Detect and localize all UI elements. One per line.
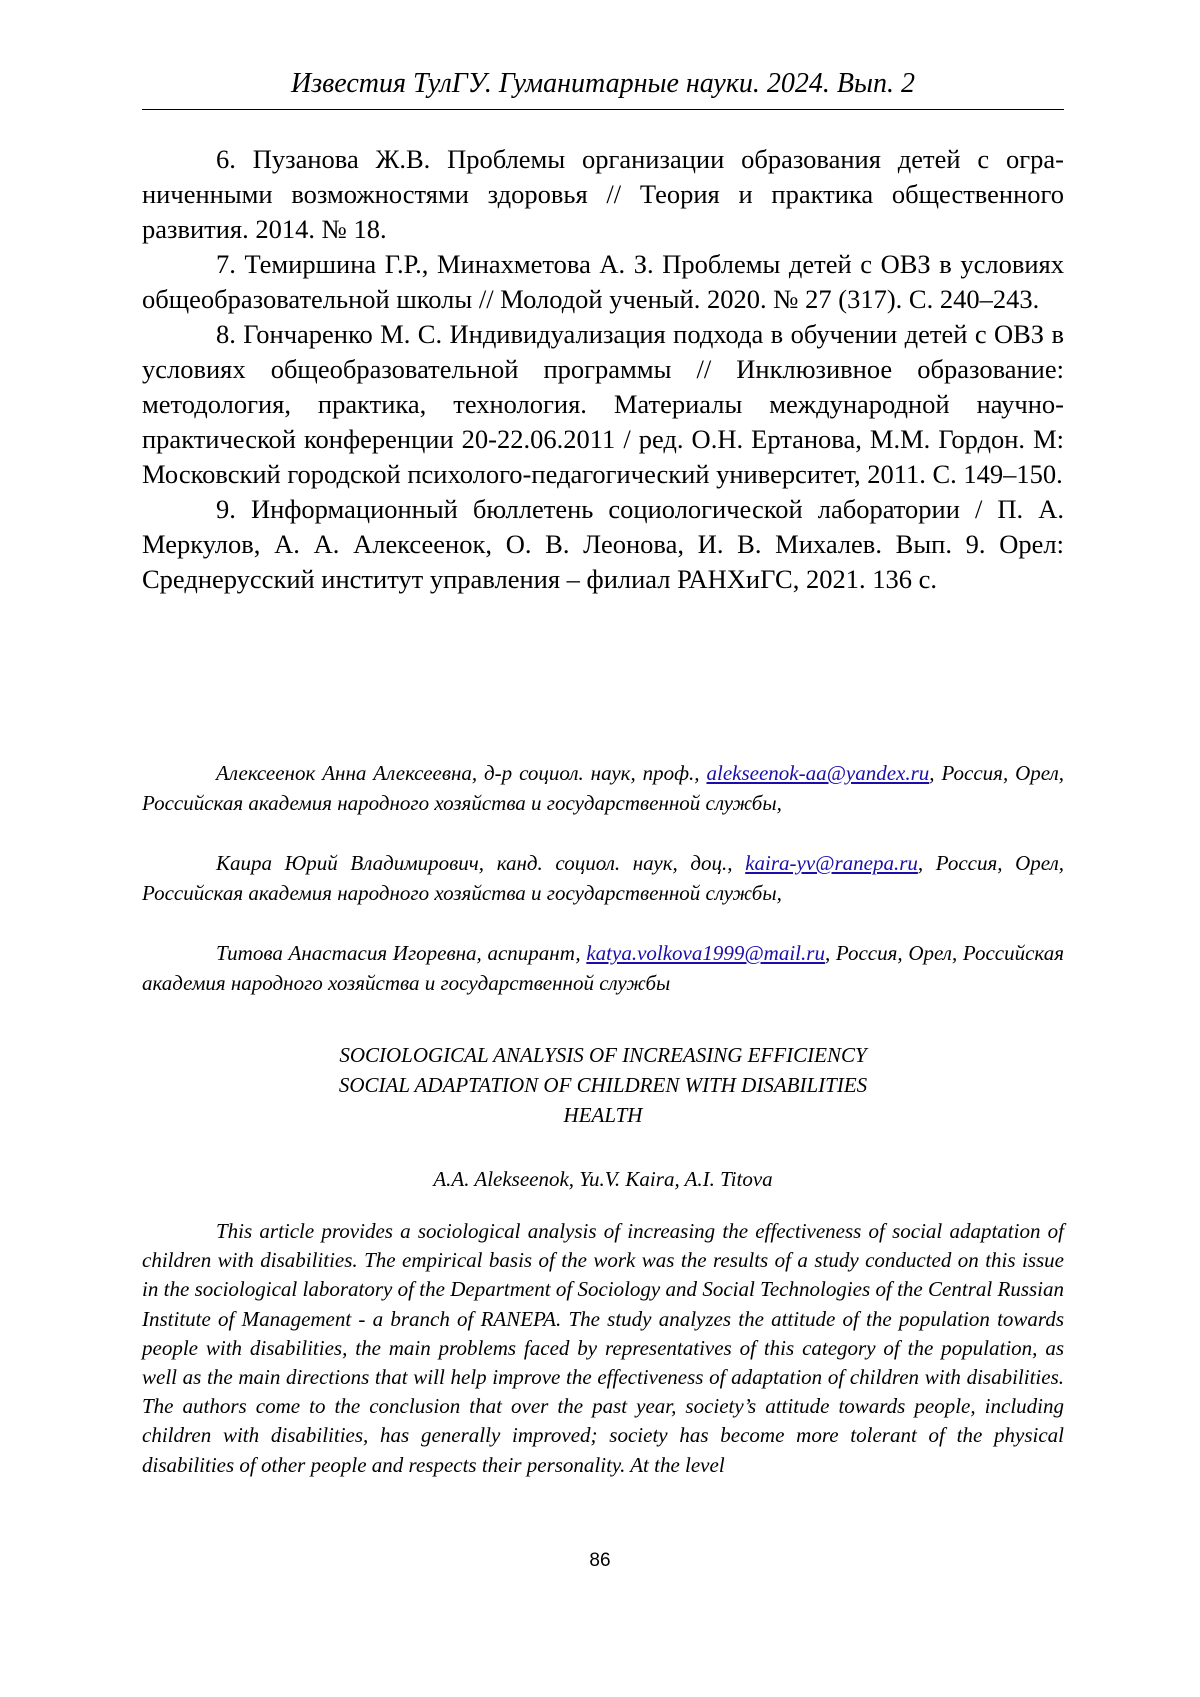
author-info [142, 758, 1064, 1028]
author-entry [142, 848, 1064, 908]
running-header: Известия ТулГУ. Гуманитарные науки. 2024. Вып. 2 [291, 68, 915, 99]
header-rule [142, 109, 1064, 110]
reference-item: 7. Темиршина Г.Р., Минахметова А. З. Проблемы детей с ОВЗ в условиях общеобразовательной школы // Молодой ученый. 2020. № 27 (317). С. 240–243. [142, 249, 1064, 314]
english-title [142, 1040, 1064, 1130]
reference-item: 9. Информационный бюллетень социологической лаборатории / П. А. Меркулов, А. А. Алексеенок, О. В. Леонова, И. В. Михалев. Вып. 9. Орел: Среднерусский институт управления – филиал РАНХиГС, 2021. 136 с. [142, 494, 1064, 594]
page-number: 86 [589, 1550, 611, 1571]
english-authors: A.A. Alekseenok, Yu.V. Kaira, A.I. Titova [433, 1167, 773, 1191]
author-details: Каира Юрий Владимирович, канд. социол. наук, доц., [216, 851, 746, 875]
english-title-line: HEALTH [563, 1103, 643, 1127]
author-email-link[interactable]: alekseenok-aa@yandex.ru [706, 761, 930, 785]
author-details: Титова Анастасия Игоревна, аспирант, [216, 941, 587, 965]
english-title-line: SOCIAL ADAPTATION OF CHILDREN WITH DISABILITIES [338, 1073, 868, 1097]
author-entry [142, 758, 1064, 818]
author-affiliation: , Россия, Орел, Российская академия народного хозяйства и государственной службы, [142, 761, 1064, 815]
abstract-text: This article provides a sociological analysis of increasing the effectiveness of social adaptation of children with disabilities. The empirical basis of the work was the results of a study conducted on this issue in the sociological laboratory of the Department of Sociology and Social Technologies of the Central Russian Institute of Management - a branch of RANEPA. The study analyzes the attitude of the population towards people with disabilities, the main problems faced by representatives of this category of the population, as well as the main directions that will help improve the effectiveness of adaptation of children with disabilities. The authors come to the conclusion that over the past year, society’s attitude towards people, including children with disabilities, has generally improved; society has become more tolerant of the physical disabilities of other people and respects their personality. At the level [142, 1219, 1064, 1477]
author-email-link[interactable]: kaira-yv@ranepa.ru [745, 851, 918, 875]
reference-item: 8. Гончаренко М. С. Индивидуализация подхода в обучении детей с ОВЗ в условиях общеобразовательной программы // Инклюзивное образование: методология, практика, технология. Материалы международной научно-практической конференции 20-22.06.2011 / ред. О.Н. Ертанова, М.М. Гордон. М: Московский городской психолого-педагогический университет, 2011. С. 149–150. [142, 319, 1064, 489]
author-details: Алексеенок Анна Алексеевна, д-р социол. наук, проф., [216, 761, 707, 785]
author-affiliation: , Россия, Орел, Российская академия народного хозяйства и государственной службы, [142, 851, 1065, 905]
author-email-link[interactable]: katya.volkova1999@mail.ru [586, 941, 825, 965]
reference-item: 6. Пузанова Ж.В. Проблемы организации образования детей с ограниченными возможностями здоровья // Теория и практика общественного развития. 2014. № 18. [142, 144, 1064, 244]
author-affiliation: , Россия, Орел, Российская академия народного хозяйства и государственной службы [142, 941, 1064, 995]
reference-list [142, 142, 1064, 597]
english-title-line: SOCIOLOGICAL ANALYSIS OF INCREASING EFFICIENCY [339, 1043, 867, 1067]
author-entry [142, 938, 1064, 998]
